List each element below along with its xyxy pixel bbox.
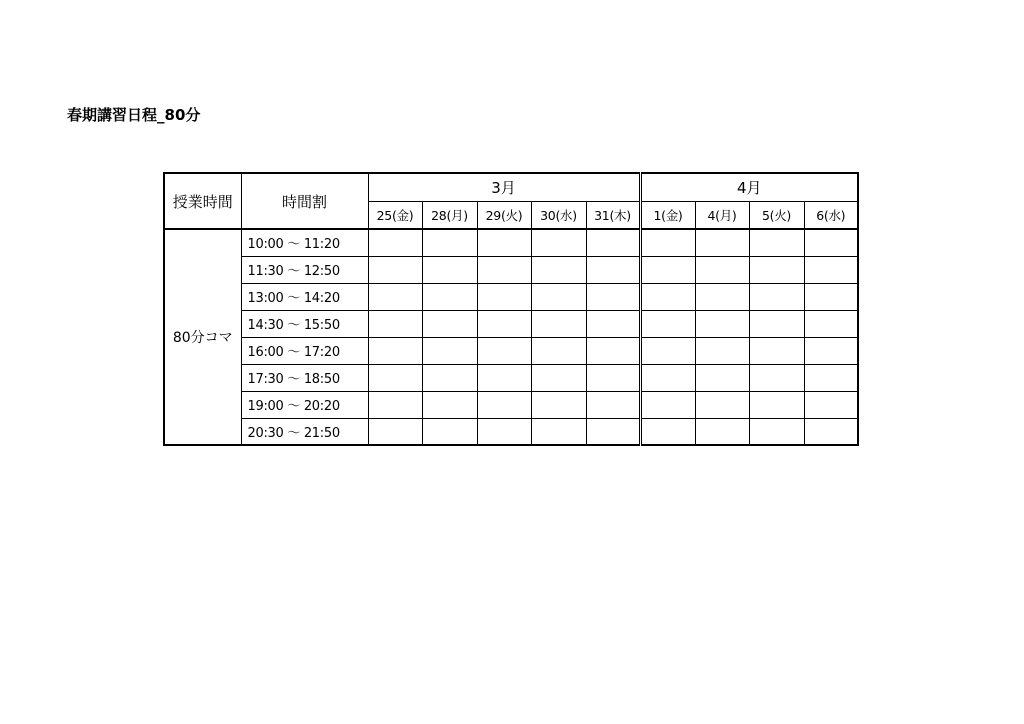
schedule-cell[interactable] — [586, 418, 640, 445]
date-header: 4(月) — [695, 201, 749, 229]
table-row — [164, 256, 858, 283]
schedule-cell[interactable] — [531, 418, 586, 445]
time-slot-cell: 20:30 ～ 21:50 — [241, 418, 368, 445]
schedule-cell[interactable] — [640, 418, 695, 445]
schedule-cell[interactable] — [477, 391, 531, 418]
schedule-cell[interactable] — [749, 418, 804, 445]
date-header: 28(月) — [422, 201, 477, 229]
date-header: 25(金) — [368, 201, 422, 229]
date-header: 31(木) — [586, 201, 640, 229]
time-slot-cell: 11:30 ～ 12:50 — [241, 256, 368, 283]
schedule-cell[interactable] — [695, 391, 749, 418]
schedule-cell[interactable] — [695, 283, 749, 310]
schedule-cell[interactable] — [531, 364, 586, 391]
schedule-cell[interactable] — [640, 337, 695, 364]
schedule-cell[interactable] — [531, 256, 586, 283]
schedule-cell[interactable] — [749, 391, 804, 418]
schedule-cell[interactable] — [640, 229, 695, 256]
date-header: 1(金) — [640, 201, 695, 229]
schedule-cell[interactable] — [804, 418, 858, 445]
page-title: 春期講習日程_80分 — [67, 106, 201, 124]
schedule-cell[interactable] — [804, 337, 858, 364]
schedule-cell[interactable] — [749, 337, 804, 364]
schedule-cell[interactable] — [586, 337, 640, 364]
schedule-cell[interactable] — [586, 364, 640, 391]
schedule-cell[interactable] — [422, 337, 477, 364]
month-header-march: 3月 — [368, 173, 640, 201]
schedule-cell[interactable] — [422, 310, 477, 337]
schedule-cell[interactable] — [368, 364, 422, 391]
time-slot-cell: 19:00 ～ 20:20 — [241, 391, 368, 418]
schedule-cell[interactable] — [586, 391, 640, 418]
month-header-row — [164, 173, 858, 201]
schedule-table — [163, 172, 859, 446]
schedule-cell[interactable] — [586, 229, 640, 256]
schedule-cell[interactable] — [531, 391, 586, 418]
schedule-cell[interactable] — [422, 256, 477, 283]
schedule-cell[interactable] — [422, 418, 477, 445]
schedule-cell[interactable] — [477, 418, 531, 445]
schedule-cell[interactable] — [531, 337, 586, 364]
schedule-cell[interactable] — [804, 256, 858, 283]
schedule-cell[interactable] — [531, 310, 586, 337]
table-row — [164, 229, 858, 256]
time-slot-cell: 10:00 ～ 11:20 — [241, 229, 368, 256]
schedule-cell[interactable] — [368, 391, 422, 418]
period-header: 授業時間 — [164, 173, 241, 229]
koma-label: 80分コマ — [164, 229, 241, 445]
schedule-cell[interactable] — [749, 229, 804, 256]
schedule-cell[interactable] — [695, 256, 749, 283]
schedule-cell[interactable] — [640, 283, 695, 310]
schedule-cell[interactable] — [640, 364, 695, 391]
table-row — [164, 391, 858, 418]
schedule-cell[interactable] — [640, 310, 695, 337]
schedule-cell[interactable] — [368, 418, 422, 445]
time-slot-cell: 17:30 ～ 18:50 — [241, 364, 368, 391]
table-row — [164, 283, 858, 310]
schedule-cell[interactable] — [749, 283, 804, 310]
schedule-cell[interactable] — [477, 364, 531, 391]
schedule-cell[interactable] — [422, 364, 477, 391]
schedule-body — [164, 229, 858, 445]
schedule-cell[interactable] — [749, 310, 804, 337]
date-header: 5(火) — [749, 201, 804, 229]
date-header: 6(水) — [804, 201, 858, 229]
schedule-cell[interactable] — [368, 256, 422, 283]
schedule-cell[interactable] — [422, 391, 477, 418]
month-header-april: 4月 — [640, 173, 858, 201]
timetable-header: 時間割 — [241, 173, 368, 229]
schedule-cell[interactable] — [422, 229, 477, 256]
schedule-cell[interactable] — [804, 310, 858, 337]
schedule-cell[interactable] — [695, 310, 749, 337]
schedule-cell[interactable] — [804, 229, 858, 256]
schedule-cell[interactable] — [422, 283, 477, 310]
schedule-cell[interactable] — [477, 229, 531, 256]
time-slot-cell: 14:30 ～ 15:50 — [241, 310, 368, 337]
table-row — [164, 337, 858, 364]
schedule-cell[interactable] — [749, 364, 804, 391]
schedule-cell[interactable] — [477, 310, 531, 337]
schedule-cell[interactable] — [695, 229, 749, 256]
schedule-cell[interactable] — [640, 391, 695, 418]
schedule-cell[interactable] — [804, 364, 858, 391]
schedule-cell[interactable] — [695, 364, 749, 391]
schedule-cell[interactable] — [368, 310, 422, 337]
schedule-cell[interactable] — [640, 256, 695, 283]
schedule-cell[interactable] — [586, 310, 640, 337]
schedule-cell[interactable] — [477, 337, 531, 364]
schedule-cell[interactable] — [368, 337, 422, 364]
time-slot-cell: 16:00 ～ 17:20 — [241, 337, 368, 364]
table-row — [164, 310, 858, 337]
time-slot-cell: 13:00 ～ 14:20 — [241, 283, 368, 310]
schedule-cell[interactable] — [586, 283, 640, 310]
table-row — [164, 418, 858, 445]
table-row — [164, 364, 858, 391]
schedule-cell[interactable] — [477, 256, 531, 283]
schedule-cell[interactable] — [695, 418, 749, 445]
schedule-cell[interactable] — [477, 283, 531, 310]
schedule-cell[interactable] — [804, 283, 858, 310]
schedule-cell[interactable] — [749, 256, 804, 283]
date-header: 30(水) — [531, 201, 586, 229]
schedule-cell[interactable] — [368, 229, 422, 256]
schedule-cell[interactable] — [804, 391, 858, 418]
schedule-cell[interactable] — [531, 229, 586, 256]
schedule-cell[interactable] — [531, 283, 586, 310]
schedule-cell[interactable] — [368, 283, 422, 310]
date-header: 29(火) — [477, 201, 531, 229]
schedule-cell[interactable] — [586, 256, 640, 283]
schedule-cell[interactable] — [695, 337, 749, 364]
